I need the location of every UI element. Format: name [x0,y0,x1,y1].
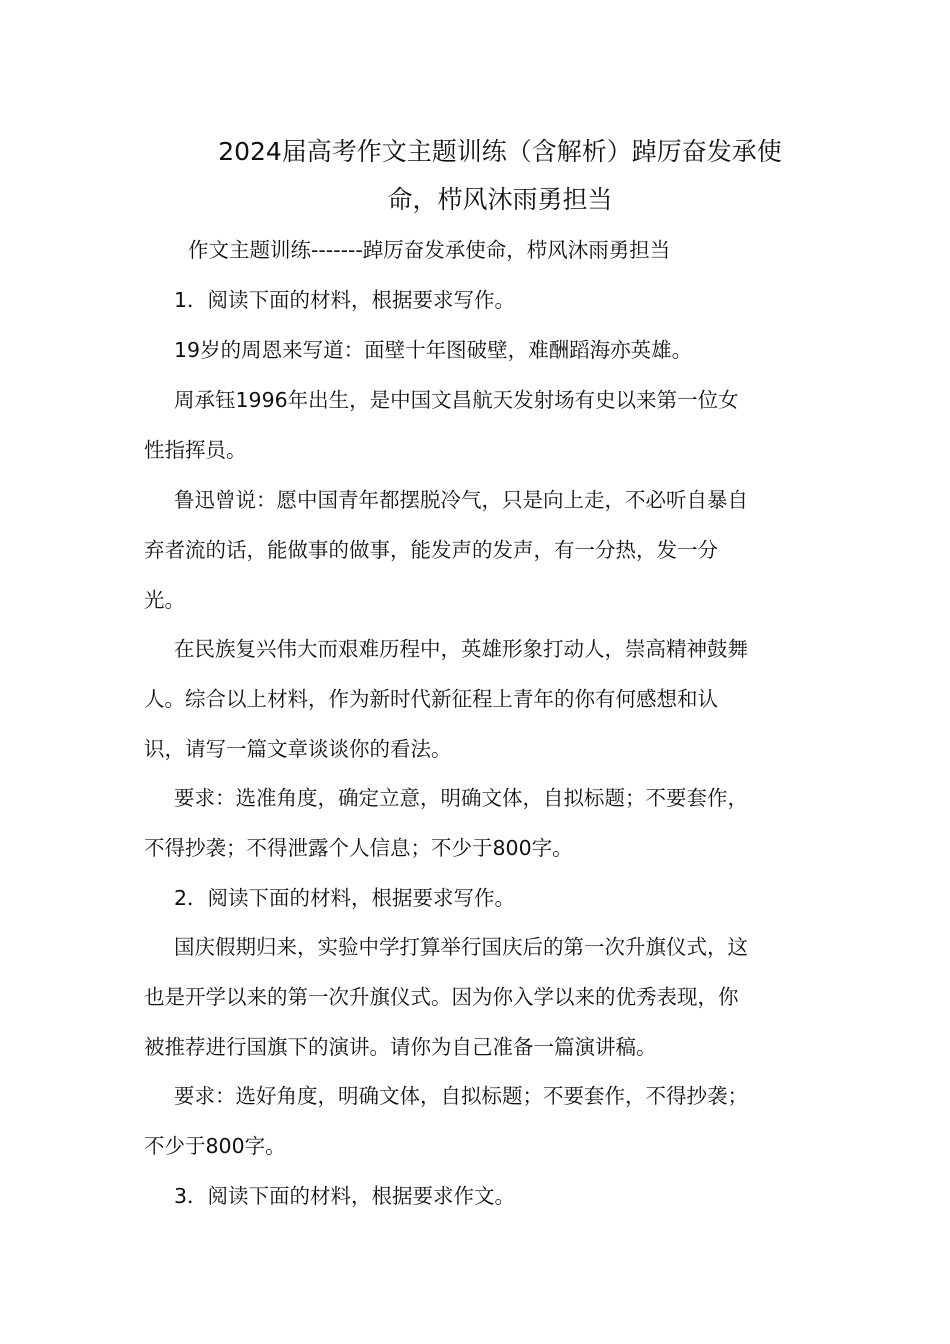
paragraph-line: 国庆假期归来，实验中学打算举行国庆后的第一次升旗仪式，这 [174,935,748,959]
paragraph-q1-requirements [144,773,809,873]
paragraph-line: 弃者流的话，能做事的做事，能发声的发声，有一分热，发一分 [144,538,718,562]
document-title [140,128,860,224]
paragraph-q2-requirements [144,1071,809,1171]
paragraph-line: 周承钰1996年出生，是中国文昌航天发射场有史以来第一位女 [174,388,739,412]
paragraph-line: 也是开学以来的第一次升旗仪式。因为你入学以来的优秀表现，你 [144,985,739,1009]
paragraph-line: 要求：选好角度，明确文体，自拟标题；不要套作，不得抄袭； [174,1084,748,1108]
paragraph-q1-prompt [144,275,809,325]
paragraph-line: 在民族复兴伟大而艰难历程中，英雄形象打动人，崇高精神鼓舞 [174,637,748,661]
paragraph-line: 鲁迅曾说：愿中国青年都摆脱冷气，只是向上走，不必听自暴自 [174,488,748,512]
title-line-1: 2024届高考作文主题训练（含解析）踔厉奋发承使 [218,137,782,166]
paragraph-line: 人。综合以上材料，作为新时代新征程上青年的你有何感想和认 [144,687,718,711]
paragraph-flag-ceremony [144,922,809,1072]
document-subtitle: 作文主题训练-------踔厉奋发承使命，栉风沐雨勇担当 [188,238,671,262]
title-line-2: 命，栉风沐雨勇担当 [387,185,613,214]
paragraph-line: 识，请写一篇文章谈谈你的看法。 [144,737,452,761]
paragraph-lu-xun [144,475,809,625]
paragraph-line: 3．阅读下面的材料，根据要求作文。 [174,1184,516,1208]
paragraph-line: 1．阅读下面的材料，根据要求写作。 [174,288,516,312]
paragraph-q3-prompt [144,1171,809,1221]
paragraph-line: 不少于800字。 [144,1134,286,1158]
paragraph-line: 2．阅读下面的材料，根据要求写作。 [174,886,516,910]
paragraph-line: 不得抄袭；不得泄露个人信息；不少于800字。 [144,836,573,860]
paragraph-line: 光。 [144,588,185,612]
paragraph-national-rejuvenation [144,624,809,774]
paragraph-zhou-chengyu [144,375,809,475]
paragraph-line: 19岁的周恩来写道：面壁十年图破壁，难酬蹈海亦英雄。 [174,338,693,362]
paragraph-line: 性指挥员。 [144,438,247,462]
paragraph-line: 被推荐进行国旗下的演讲。请你为自己准备一篇演讲稿。 [144,1035,657,1059]
paragraph-q2-prompt [144,873,809,923]
paragraph-line: 要求：选准角度，确定立意，明确文体，自拟标题；不要套作， [174,786,748,810]
paragraph-zhou-enlai [144,325,809,375]
